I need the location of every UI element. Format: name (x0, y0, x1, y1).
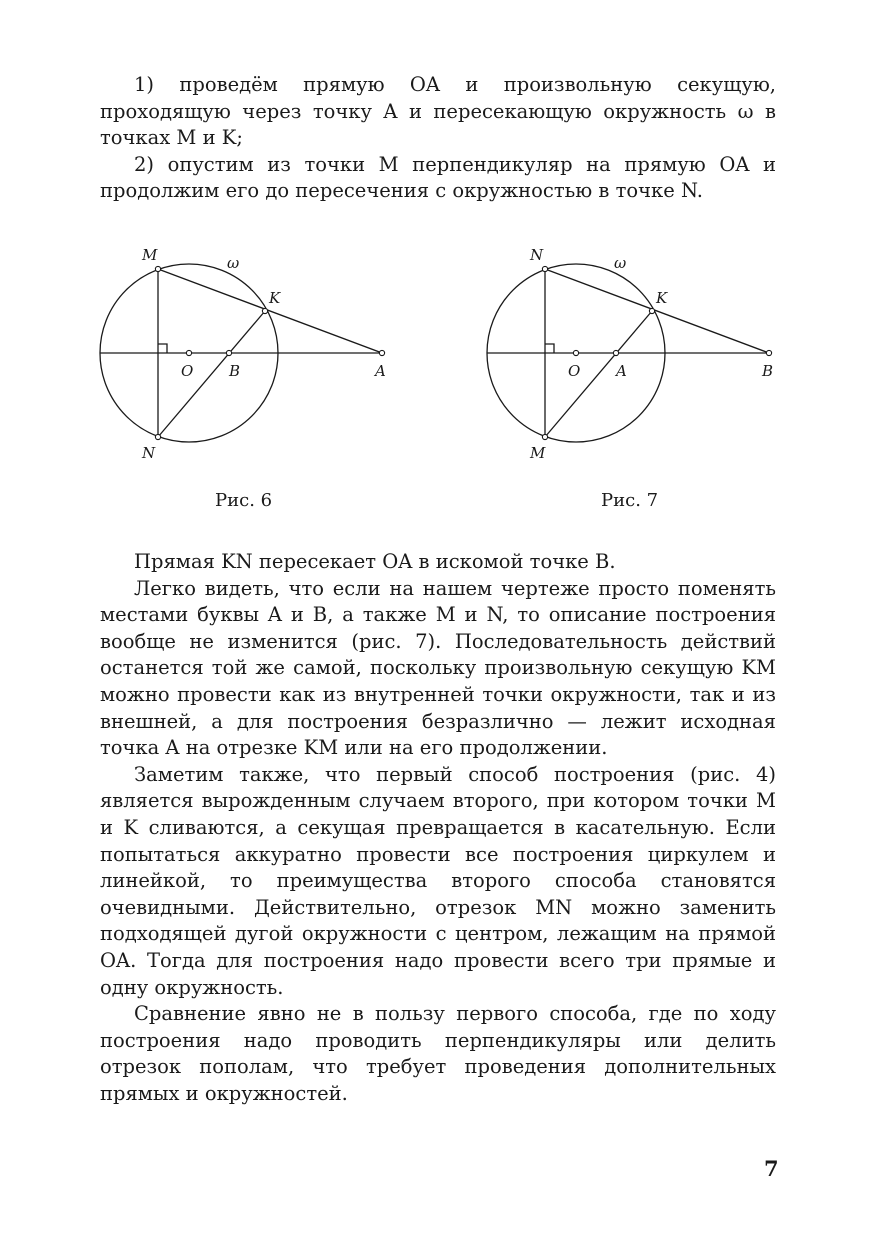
label-k: K (656, 289, 668, 307)
label-omega: ω (614, 254, 627, 272)
point-top (542, 266, 547, 271)
point-inner (613, 350, 618, 355)
construction-steps (100, 72, 776, 205)
label-o: O (181, 362, 194, 380)
label-top: M (142, 246, 158, 264)
figure-6-diagram (90, 240, 400, 470)
label-outer: A (375, 362, 386, 380)
label-o: O (568, 362, 581, 380)
point-top (155, 266, 160, 271)
body-text (100, 549, 776, 1107)
step-1: 1) проведём прямую OA и произвольную секущую, проходящую через точку A и пересекающую окружность ω в точках M и K; (100, 73, 776, 150)
point-outer (766, 350, 771, 355)
point-o (573, 350, 578, 355)
paragraph-degenerate-case: Заметим также, что первый способ построения (рис. 4) является вырожденным случаем второго, при котором точки M и K сливаются, а секущая превращается в касательную. Если попытаться аккуратно провести все построения циркулем и линейкой, то преимущества второго способа становятся очевидными. Действительно, отрезок MN можно заменить подходящей дугой окружности с центром, лежащим на прямой OA. Тогда для построения надо провести всего три прямые и одну окружность. (100, 762, 776, 999)
point-k (262, 308, 267, 313)
step-2: 2) опустим из точки M перпендикуляр на прямую OA и продолжим его до пересечения с окружностью в точке N. (100, 152, 776, 203)
label-inner: B (229, 362, 241, 380)
point-o (186, 350, 191, 355)
point-bottom (542, 434, 547, 439)
paragraph-symmetry: Легко видеть, что если на нашем чертеже просто поменять местами буквы A и B, а также M и N, то описание построения вообще не изменится (рис. 7). Последовательность действий останется той же самой, поскольку произвольную секущую KM можно провести как из внутренней точки окружности, так и из внешней, а для построения безразлично — лежит исходная точка A на отрезке KM или на его продолжении. (100, 576, 776, 760)
figure-7-diagram (477, 240, 787, 470)
label-bottom: M (530, 444, 546, 462)
point-k (649, 308, 654, 313)
label-top: N (530, 246, 544, 264)
label-outer: B (762, 362, 774, 380)
label-k: K (269, 289, 281, 307)
right-angle-mark (545, 344, 554, 353)
right-angle-mark (158, 344, 167, 353)
paragraph-comparison: Сравнение явно не в пользу первого способа, где по ходу построения надо проводить перпендикуляры или делить отрезок пополам, что требует проведения дополнительных прямых и окружностей. (100, 1002, 776, 1105)
figure-6-caption: Рис. 6 (215, 490, 273, 511)
label-bottom: N (142, 444, 156, 462)
page-number: 7 (764, 1156, 779, 1181)
secant-nb (545, 269, 769, 353)
label-omega: ω (227, 254, 240, 272)
figure-7-caption: Рис. 7 (601, 490, 659, 511)
point-inner (226, 350, 231, 355)
point-outer (379, 350, 384, 355)
label-inner: A (616, 362, 627, 380)
point-bottom (155, 434, 160, 439)
secant-ma (158, 269, 382, 353)
paragraph-result: Прямая KN пересекает OA в искомой точке B. (134, 550, 616, 573)
